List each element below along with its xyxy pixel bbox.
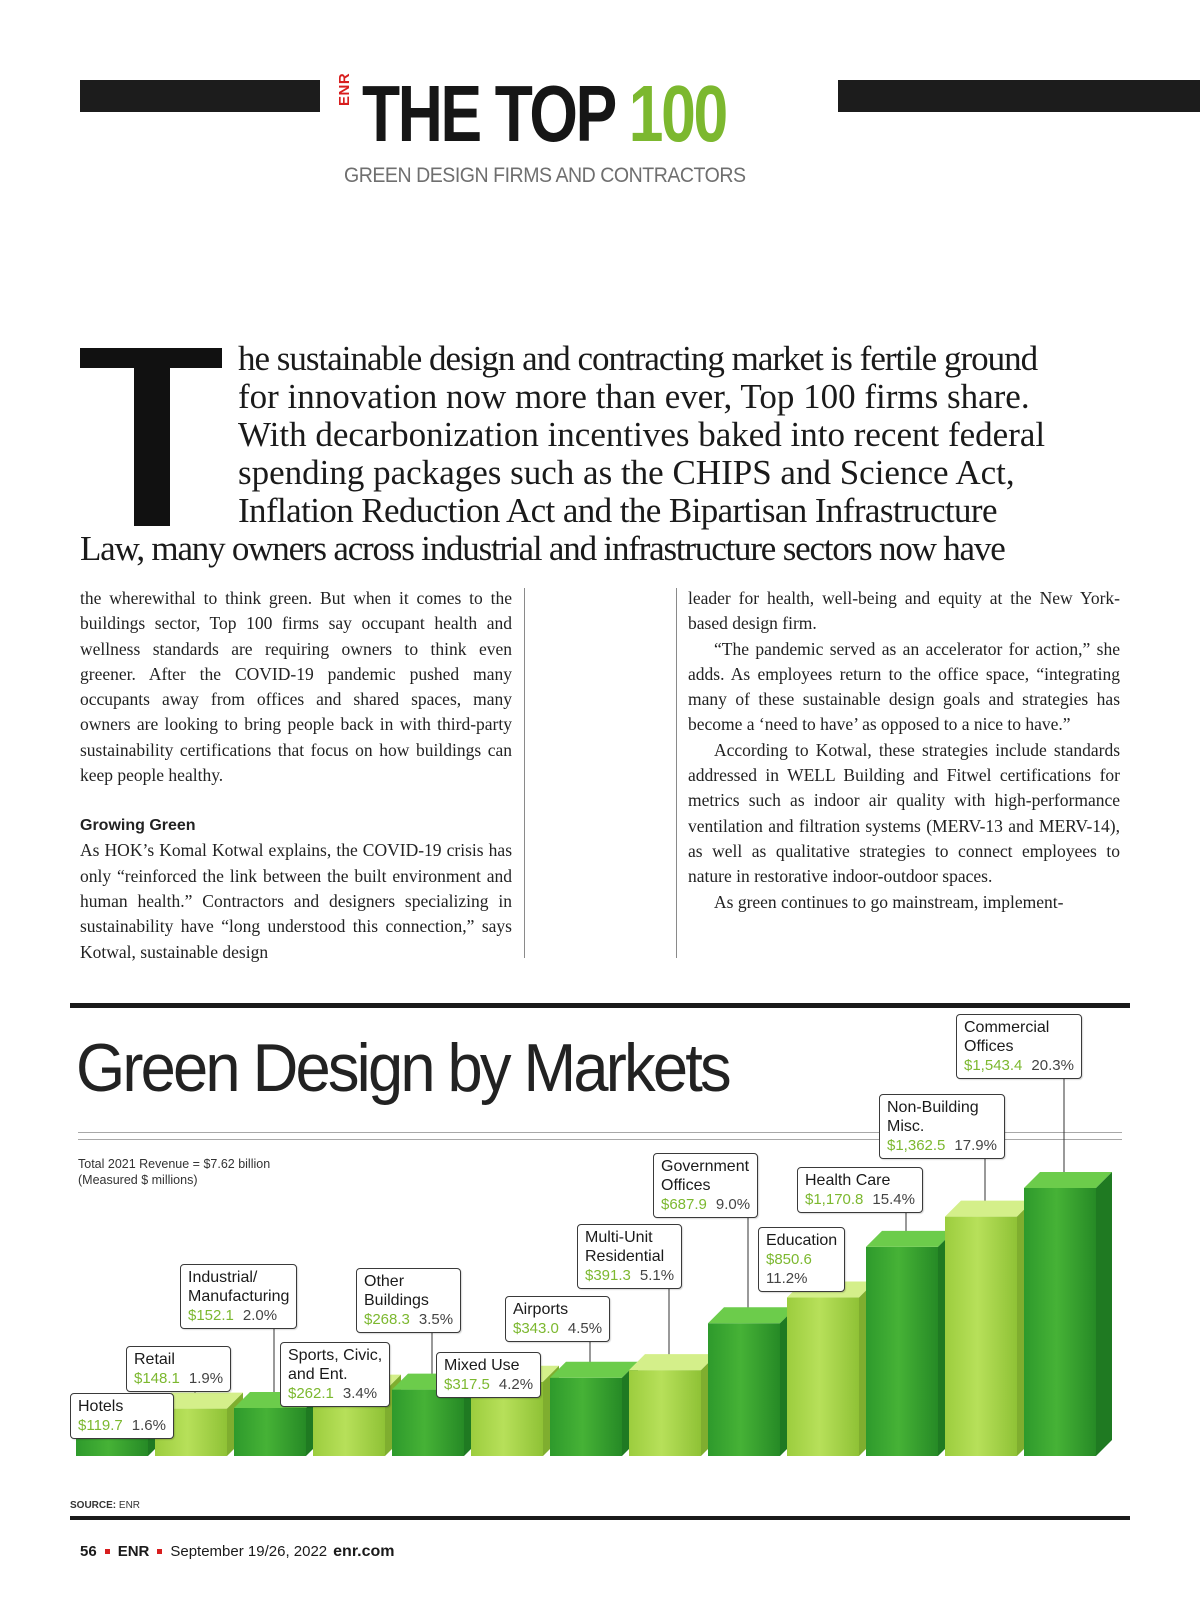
- label-name: Residential: [585, 1248, 665, 1265]
- label-percent: 1.9%: [188, 1370, 224, 1387]
- label-percent: 3.5%: [418, 1311, 454, 1328]
- label-name: Industrial/: [188, 1269, 258, 1286]
- label-name: Offices: [661, 1177, 711, 1194]
- label-values: [805, 1190, 915, 1209]
- footer: [80, 1542, 395, 1562]
- label-values: [134, 1369, 223, 1388]
- label-mixed-use: [436, 1352, 541, 1398]
- label-name: Other: [364, 1273, 405, 1290]
- bar-commercial-offices: [1024, 1054, 1112, 1456]
- body-paragraph: As green continues to go mainstream, implement-: [714, 891, 1064, 912]
- label-value: $119.7: [78, 1417, 123, 1434]
- footer-brand: ENR: [117, 1543, 150, 1560]
- label-value: $268.3: [364, 1311, 410, 1328]
- label-commercial-offices: [956, 1014, 1082, 1079]
- label-name: Buildings: [364, 1292, 429, 1309]
- lead-line-2: for innovation now more than ever, Top 100 firms share.: [238, 377, 1030, 416]
- label-value: $687.9: [661, 1196, 707, 1213]
- footer-date: September 19/26, 2022: [170, 1543, 328, 1560]
- label-hotels: [70, 1393, 174, 1439]
- label-government-offices: [653, 1153, 758, 1218]
- label-value: $343.0: [513, 1320, 559, 1337]
- bar-multi-unit-residential: [629, 1264, 717, 1456]
- header-side-tag: ENR: [336, 72, 353, 106]
- label-values: [188, 1306, 289, 1325]
- label-name: Offices: [964, 1038, 1014, 1055]
- label-health-care: [797, 1167, 923, 1213]
- header-subtitle: GREEN DESIGN FIRMS AND CONTRACTORS: [344, 164, 746, 187]
- chart-source-label: SOURCE:: [70, 1500, 117, 1511]
- chart-units-line: (Measured $ millions): [78, 1173, 198, 1187]
- label-non-building-misc: [879, 1094, 1005, 1159]
- body-paragraph: the wherewithal to think green. But when it comes to the buildings sector, Top 100 firms say occupant health and wellness standards are requiring owners to think even greener. After the COVID-19 pandemic pushed many occupants away from offices and shared spaces, many owners are looking to bring people back in with third-party sustainability certifications that focus on how buildings can keep people healthy.: [80, 588, 512, 786]
- body-paragraph: “The pandemic served as an accelerator for action,” she adds. As employees return to the office space, “integrating many of these sustainable design goals and strategies has become a ‘need to have’ as opposed to a nice to have.”: [688, 638, 1120, 735]
- label-sports-civic-and-ent: [280, 1342, 390, 1407]
- label-percent: 4.2%: [498, 1376, 534, 1393]
- label-percent: 17.9%: [954, 1137, 997, 1154]
- lead-line-3: With decarbonization incentives baked into recent federal: [238, 415, 1046, 454]
- label-value: $1,543.4: [964, 1057, 1023, 1074]
- label-percent: 3.4%: [342, 1385, 378, 1402]
- chart-total-line: Total 2021 Revenue = $7.62 billion: [78, 1157, 271, 1171]
- footer-url: enr.com: [333, 1543, 395, 1560]
- label-name: Multi-Unit: [585, 1229, 653, 1246]
- label-values: [585, 1266, 674, 1285]
- bar-front: [1024, 1188, 1096, 1456]
- label-name: Misc.: [887, 1118, 925, 1135]
- label-percent: 20.3%: [1031, 1057, 1074, 1074]
- label-name: Commercial: [964, 1019, 1050, 1036]
- label-percent: 2.0%: [242, 1307, 278, 1324]
- chart-title: Green Design by Markets: [76, 1030, 729, 1106]
- footer-separator: [157, 1549, 162, 1554]
- label-percent: 11.2%: [766, 1270, 808, 1287]
- label-name: Education: [766, 1232, 838, 1249]
- bar-education: [787, 1267, 875, 1456]
- bar-non-building-misc: [945, 1134, 1033, 1456]
- label-value: $148.1: [134, 1370, 180, 1387]
- label-value: $152.1: [188, 1307, 234, 1324]
- label-values: [766, 1250, 837, 1288]
- label-name: Manufacturing: [188, 1288, 290, 1305]
- subhead: Growing Green: [80, 817, 196, 835]
- header-title-black: THE TOP: [362, 69, 629, 158]
- label-name: and Ent.: [288, 1366, 348, 1383]
- label-education: [758, 1227, 845, 1292]
- bar-front: [629, 1370, 701, 1456]
- chart-source: [70, 1500, 140, 1511]
- bar-front: [866, 1247, 938, 1456]
- label-values: [661, 1195, 750, 1214]
- lead-line-4: spending packages such as the CHIPS and Science Act,: [238, 453, 1015, 492]
- label-percent: 5.1%: [639, 1267, 675, 1284]
- bar-front: [945, 1217, 1017, 1456]
- bar-front: [708, 1323, 780, 1456]
- label-name: Airports: [513, 1301, 569, 1318]
- bar-health-care: [866, 1207, 954, 1456]
- label-value: $391.3: [585, 1267, 631, 1284]
- footer-page-number: 56: [80, 1543, 97, 1560]
- body-paragraph: As HOK’s Komal Kotwal explains, the COVID-19 crisis has only “reinforced the link between the built environment and human health.” Contractors and designers specializing in sustainability have “long understood this connection,” says Kotwal, sustainable design: [80, 840, 512, 962]
- label-values: [964, 1056, 1074, 1075]
- label-percent: 1.6%: [131, 1417, 166, 1434]
- chart-source-value: ENR: [118, 1500, 141, 1511]
- label-name: Mixed Use: [444, 1357, 520, 1374]
- bar-front: [234, 1408, 306, 1456]
- label-name: Health Care: [805, 1172, 891, 1189]
- label-value: $1,362.5: [887, 1137, 946, 1154]
- label-name: Government: [661, 1158, 750, 1175]
- bar-front: [787, 1298, 859, 1456]
- label-name: Retail: [134, 1351, 175, 1368]
- label-percent: 9.0%: [715, 1196, 751, 1213]
- label-value: $1,170.8: [805, 1191, 864, 1208]
- label-value: $262.1: [288, 1385, 334, 1402]
- footer-separator: [105, 1549, 110, 1554]
- bar-airports: [550, 1336, 638, 1456]
- label-values: [513, 1319, 602, 1338]
- label-value: $317.5: [444, 1376, 490, 1393]
- label-value: $850.6: [766, 1251, 812, 1268]
- label-values: [288, 1384, 382, 1403]
- chart-bottom-rule: [70, 1516, 1130, 1520]
- label-retail: [126, 1346, 231, 1392]
- body-paragraph: leader for health, well-being and equity at the New York-based design firm.: [688, 588, 1120, 634]
- label-percent: 15.4%: [872, 1191, 915, 1208]
- label-name: Hotels: [78, 1398, 124, 1415]
- label-multi-unit-residential: [577, 1224, 682, 1289]
- label-name: Non-Building: [887, 1099, 979, 1116]
- label-values: [364, 1310, 453, 1329]
- bar-front: [550, 1378, 622, 1456]
- label-values: [444, 1375, 533, 1394]
- label-industrial-manufacturing: [180, 1264, 297, 1329]
- bar-side: [1096, 1172, 1112, 1456]
- label-other-buildings: [356, 1268, 461, 1333]
- label-percent: 4.5%: [567, 1320, 603, 1337]
- header-title-green: 100: [628, 69, 726, 158]
- lead-line-1: he sustainable design and contracting market is fertile ground: [238, 339, 1038, 378]
- bar-front: [392, 1390, 464, 1456]
- label-airports: [505, 1296, 610, 1342]
- label-values: [78, 1416, 166, 1435]
- lead-line-5: Inflation Reduction Act and the Bipartisan Infrastructure: [238, 491, 997, 530]
- label-name: Sports, Civic,: [288, 1347, 383, 1364]
- lead-line-6: Law, many owners across industrial and infrastructure sectors now have: [80, 529, 1005, 568]
- body-paragraph: According to Kotwal, these strategies include standards addressed in WELL Building and Fitwel certifications for metrics such as indoor air quality with high-performance ventilation and filtration systems (MERV-13 and MERV-14), as well as qualitative strategies to connect employees to nature in restorative indoor-outdoor spaces.: [688, 739, 1120, 887]
- label-values: [887, 1136, 997, 1155]
